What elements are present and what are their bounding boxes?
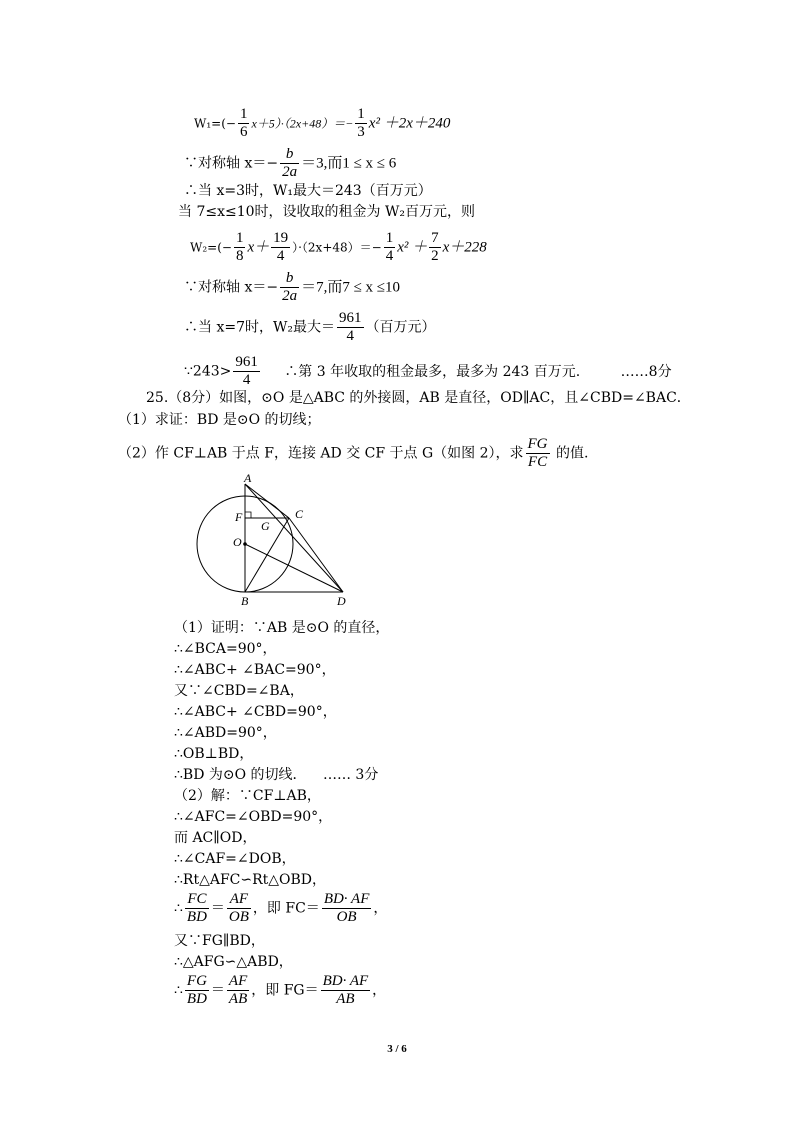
s9-frac1 [185, 973, 209, 1008]
w1-frac-num: 1 [239, 106, 248, 122]
w2-f1-num: 1 [235, 230, 244, 246]
solution-line-2: ∴∠AFC=∠OBD=90°， [174, 809, 333, 825]
axis1-frac [280, 146, 299, 181]
s6-f2-num: AF [227, 891, 251, 909]
w2-mid2: ）·（2x+48）＝− [292, 240, 382, 255]
w2-f2-num: 19 [273, 230, 289, 246]
w2-f1-den: 8 [235, 248, 244, 264]
s6-eq: ＝ [210, 900, 225, 917]
w2-tail: x＋228 [442, 239, 487, 256]
question-25-part2 [118, 436, 588, 471]
max2-den: 4 [346, 328, 354, 344]
s9-frac2 [227, 973, 249, 1008]
w2-f3-den: 4 [385, 248, 394, 264]
w1-frac-den: 6 [239, 124, 248, 140]
when2-line: 当 7≤x≤10时，设收取的租金为 W₂百万元，则 [178, 204, 475, 220]
line-ad [245, 484, 343, 592]
axis2-line [184, 270, 400, 305]
s6-f1-num: FC [185, 891, 209, 909]
proof-line-2: ∴∠BCA=90°， [174, 641, 277, 657]
w1-tail: x² ＋2x＋240 [368, 115, 451, 132]
solution-line-7: 又∵FG∥BD， [174, 933, 265, 949]
s9-f1-den: BD [186, 991, 207, 1007]
right-angle-mark [245, 512, 251, 518]
solution-line-5: ∴Rt△AFC∽Rt△OBD， [174, 872, 327, 888]
label-a: A [244, 474, 252, 485]
w2-mid1: x＋ [247, 239, 270, 256]
w2-f4-num: 7 [431, 230, 439, 246]
proof-line-8 [174, 766, 378, 784]
axis1-line [184, 146, 396, 181]
s6-pre: ∴ [174, 900, 183, 917]
proof-line-8-score: …… 3分 [322, 767, 379, 783]
axis2-tail: ＝7,而7 ≤ x ≤10 [301, 279, 401, 296]
cmp-num: 961 [235, 354, 258, 370]
w1-mid: x＋5）·（2x+48）＝− [251, 116, 354, 131]
s9-end: ， [372, 982, 387, 999]
w2-frac2 [271, 230, 290, 265]
axis2-frac [280, 270, 299, 305]
geometry-figure [195, 474, 355, 609]
axis1-num: b [280, 146, 299, 164]
solution-line-3: 而 AC∥OD， [174, 830, 257, 846]
question-25-part1: （1）求证：BD 是⊙O 的切线； [118, 412, 321, 428]
s6-frac3 [322, 891, 372, 926]
s9-mid: ，即 FG＝ [251, 982, 319, 999]
label-d: D [337, 594, 346, 608]
label-f: F [235, 510, 243, 524]
w2-equation [190, 230, 487, 265]
solution-line-1: （2）解：∵CF⊥AB， [174, 788, 321, 804]
cmp-den: 4 [242, 372, 251, 388]
label-g: G [261, 519, 270, 533]
cmp-score: ……8分 [620, 363, 672, 380]
s6-frac1 [185, 891, 209, 926]
proof-line-5: ∴∠ABC+ ∠CBD=90°， [174, 704, 337, 720]
w2-f2-den: 4 [276, 248, 285, 264]
s6-f3-num: BD· AF [323, 891, 370, 907]
q25-2-den: FC [527, 454, 548, 470]
w2-frac4 [429, 230, 441, 265]
s9-f3-num: BD· AF [322, 973, 369, 989]
solution-line-9 [174, 973, 386, 1008]
s9-f2-num: AF [228, 973, 248, 989]
s6-frac2 [227, 891, 251, 926]
s9-frac3 [321, 973, 371, 1008]
proof-line-1: （1）证明：∵AB 是⊙O 的直径， [174, 620, 390, 636]
q25-2-prefix: （2）作 CF⊥AB 于点 F，连接 AD 交 CF 于点 G（如图 2），求 [118, 445, 524, 462]
s9-f1-num: FG [186, 973, 207, 989]
proof-line-8-text: ∴BD 为⊙O 的切线． [174, 767, 307, 783]
line-cd [289, 518, 343, 592]
s9-f2-den: AB [228, 991, 248, 1007]
label-b: B [241, 594, 249, 608]
max2-prefix: ∴当 x=7时，W₂最大＝ [184, 319, 335, 336]
proof-line-7: ∴OB⊥BD， [174, 746, 254, 762]
s6-f1-den: BD [186, 909, 207, 925]
w2-mid3: x² ＋ [397, 239, 428, 256]
s6-end: ， [373, 900, 388, 917]
s9-pre: ∴ [174, 982, 183, 999]
w2-frac1 [234, 230, 246, 265]
cmp-frac [233, 354, 260, 389]
label-o: O [233, 535, 242, 549]
s6-f3-den: OB [336, 909, 357, 925]
cmp-prefix: ∵243> [184, 363, 232, 380]
axis1-tail: ＝3,而1 ≤ x ≤ 6 [301, 155, 397, 172]
solution-line-8: ∴△AFG∽△ABD， [174, 954, 293, 970]
w1-frac2-num: 1 [357, 106, 365, 122]
q25-2-frac [526, 436, 550, 471]
question-25: 25.（8分）如图，⊙O 是△ABC 的外接圆，AB 是直径，OD∥AC，且∠CBD=∠BAC． [146, 390, 691, 406]
s9-f3-den: AB [336, 991, 355, 1007]
w1-prefix: W₁=(− [194, 116, 236, 131]
cmp-line [184, 354, 672, 389]
axis2-num: b [280, 270, 299, 288]
cmp-tail: ∴第 3 年收取的租金最多，最多为 243 百万元. [284, 363, 581, 380]
max1-line: ∴当 x=3时，W₁最大＝243（百万元） [184, 183, 432, 199]
s6-mid: ，即 FC＝ [252, 900, 320, 917]
axis2-prefix: ∵对称轴 x＝− [184, 279, 279, 296]
solution-line-6 [174, 891, 387, 926]
w1-frac2-den: 3 [357, 124, 365, 140]
w2-f3-num: 1 [385, 230, 394, 246]
w2-prefix: W₂=(− [190, 240, 232, 255]
max2-num: 961 [339, 310, 362, 326]
w1-equation [194, 106, 450, 141]
proof-line-6: ∴∠ABD=90°， [174, 725, 277, 741]
proof-line-4: 又∵∠CBD=∠BA， [174, 683, 304, 699]
axis1-prefix: ∵对称轴 x＝− [184, 155, 279, 172]
q25-2-num: FG [527, 436, 548, 452]
w2-frac3 [384, 230, 396, 265]
s9-eq: ＝ [210, 982, 225, 999]
w2-f4-den: 2 [431, 248, 439, 264]
axis1-den: 2a [282, 164, 298, 180]
w1-frac [238, 106, 250, 141]
max2-tail: （百万元） [365, 319, 436, 336]
label-c: C [295, 507, 304, 521]
center-dot [243, 542, 247, 546]
s6-f2-den: OB [228, 909, 249, 925]
proof-line-3: ∴∠ABC+ ∠BAC=90°， [174, 662, 336, 678]
q25-2-tail: 的值. [555, 445, 589, 462]
w1-frac2 [355, 106, 367, 141]
line-ac [245, 484, 289, 518]
max2-line [184, 310, 436, 345]
axis2-den: 2a [282, 288, 298, 304]
solution-line-4: ∴∠CAF=∠DOB， [174, 851, 296, 867]
max2-frac [337, 310, 364, 345]
page-number: 3 / 6 [387, 1043, 407, 1055]
